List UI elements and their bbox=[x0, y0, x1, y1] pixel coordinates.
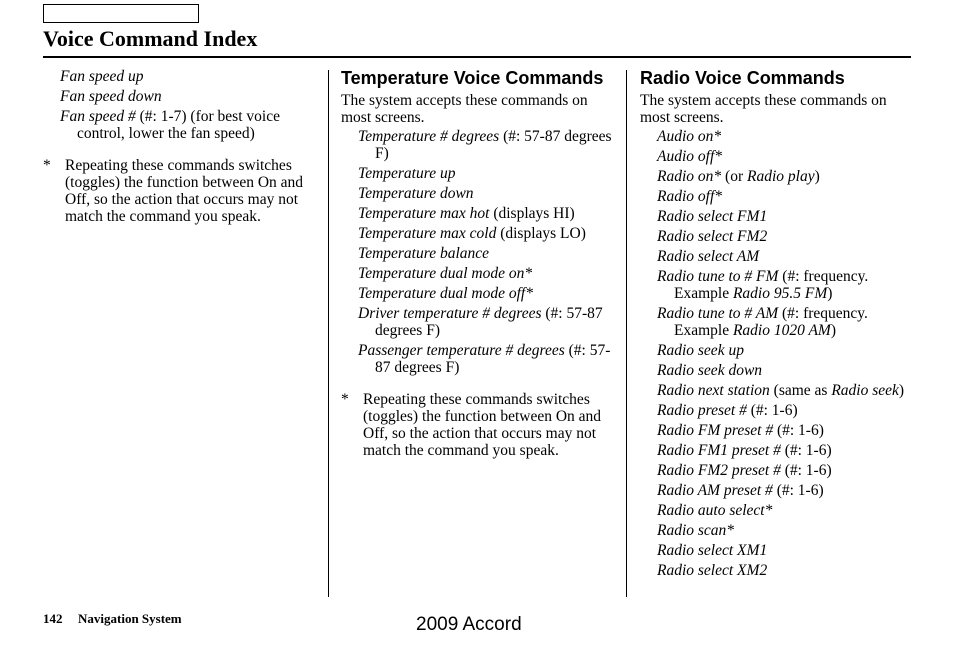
command-phrase: Radio on* bbox=[657, 168, 722, 185]
command-phrase: Radio select AM bbox=[657, 248, 760, 265]
note-asterisk: * bbox=[341, 391, 349, 408]
command-phrase: Driver temperature # degrees bbox=[358, 305, 542, 322]
command-phrase: Radio select XM2 bbox=[657, 562, 768, 579]
command-phrase: Audio off* bbox=[657, 148, 723, 165]
command-phrase: Audio on* bbox=[657, 128, 722, 145]
command-item bbox=[640, 268, 912, 302]
title-divider bbox=[43, 56, 911, 58]
command-item bbox=[640, 342, 912, 359]
command-item bbox=[640, 208, 912, 225]
command-phrase: Radio 1020 AM bbox=[732, 322, 831, 339]
temperature-section-title: Temperature Voice Commands bbox=[341, 68, 604, 88]
command-detail: ) bbox=[814, 168, 820, 185]
toggle-note bbox=[43, 157, 315, 225]
command-phrase: Temperature # degrees bbox=[358, 128, 500, 145]
command-item bbox=[640, 228, 912, 245]
command-phrase: Radio FM preset # bbox=[657, 422, 774, 439]
command-item bbox=[640, 442, 912, 459]
fan-command-list bbox=[43, 68, 315, 142]
command-detail: (#: 1-6) bbox=[772, 482, 824, 499]
note-text: Repeating these commands switches (toggles) the function between On and Off, so the action that occurs may not match the command you speak. bbox=[363, 391, 602, 459]
column-1 bbox=[43, 68, 315, 225]
command-item bbox=[43, 88, 315, 105]
command-detail: ) bbox=[830, 322, 837, 339]
command-item bbox=[640, 188, 912, 205]
column-divider bbox=[626, 70, 627, 597]
command-phrase: Temperature max cold bbox=[358, 225, 497, 242]
command-phrase: Radio auto select* bbox=[657, 502, 773, 519]
command-phrase: Temperature balance bbox=[358, 245, 490, 262]
command-item bbox=[640, 362, 912, 379]
command-item bbox=[640, 402, 912, 419]
command-phrase: Radio FM2 preset # bbox=[657, 462, 781, 479]
radio-section-title: Radio Voice Commands bbox=[640, 68, 845, 88]
command-phrase: Radio next station bbox=[657, 382, 770, 399]
command-phrase: Radio seek up bbox=[657, 342, 744, 359]
command-item bbox=[640, 542, 912, 559]
command-phrase: Radio seek down bbox=[657, 362, 763, 379]
toggle-note bbox=[341, 391, 613, 459]
command-phrase: Radio select FM1 bbox=[657, 208, 768, 225]
command-item bbox=[640, 502, 912, 519]
command-phrase: Fan speed up bbox=[60, 68, 144, 85]
command-detail: ) bbox=[898, 382, 905, 399]
command-phrase: Radio seek bbox=[831, 382, 899, 399]
command-item bbox=[341, 185, 613, 202]
command-phrase: Fan speed # bbox=[60, 108, 136, 125]
command-detail: (or bbox=[721, 168, 747, 185]
command-item bbox=[341, 205, 613, 222]
radio-intro: The system accepts these commands on most screens. bbox=[640, 92, 887, 126]
column-3 bbox=[640, 68, 912, 582]
command-item bbox=[640, 305, 912, 339]
command-item bbox=[640, 128, 912, 145]
note-text: Repeating these commands switches (toggles) the function between On and Off, so the action that occurs may not match the command you speak. bbox=[65, 157, 304, 225]
command-item bbox=[43, 108, 315, 142]
command-item bbox=[341, 285, 613, 302]
command-phrase: Radio tune to # AM bbox=[657, 305, 779, 322]
command-phrase: Radio preset # bbox=[657, 402, 747, 419]
command-detail: (#: 57-87 degrees F) bbox=[375, 128, 612, 162]
command-item bbox=[341, 128, 613, 162]
command-phrase: Radio scan* bbox=[657, 522, 735, 539]
command-item bbox=[640, 148, 912, 165]
command-phrase: Radio AM preset # bbox=[657, 482, 773, 499]
radio-command-list bbox=[640, 128, 912, 579]
command-phrase: Radio FM1 preset # bbox=[657, 442, 781, 459]
command-detail: (#: 1-6) bbox=[746, 402, 798, 419]
command-item bbox=[341, 305, 613, 339]
command-item bbox=[640, 482, 912, 499]
footer-model-name: 2009 Accord bbox=[416, 614, 522, 635]
page-number: 142 bbox=[43, 611, 63, 626]
note-asterisk: * bbox=[43, 157, 51, 174]
command-phrase: Radio play bbox=[746, 168, 815, 185]
command-phrase: Fan speed down bbox=[60, 88, 162, 105]
column-divider bbox=[328, 70, 329, 597]
command-item bbox=[640, 562, 912, 579]
command-detail: (#: 1-6) bbox=[780, 442, 832, 459]
command-phrase: Radio select FM2 bbox=[657, 228, 768, 245]
command-item bbox=[341, 225, 613, 242]
footer-section-name: Navigation System bbox=[78, 611, 182, 626]
command-item bbox=[640, 248, 912, 265]
command-phrase: Radio 95.5 FM bbox=[732, 285, 828, 302]
temperature-intro: The system accepts these commands on most screens. bbox=[341, 92, 588, 126]
command-detail: (same as bbox=[769, 382, 832, 399]
command-phrase: Temperature down bbox=[358, 185, 474, 202]
command-detail: (displays LO) bbox=[496, 225, 586, 242]
page-title: Voice Command Index bbox=[43, 26, 258, 51]
command-phrase: Radio tune to # FM bbox=[657, 268, 779, 285]
command-phrase: Passenger temperature # degrees bbox=[358, 342, 565, 359]
command-detail: (#: 1-6) bbox=[773, 422, 824, 439]
command-item bbox=[43, 68, 315, 85]
header-box bbox=[43, 4, 199, 23]
command-detail: (displays HI) bbox=[489, 205, 575, 222]
command-detail: (#: frequency. Example bbox=[674, 305, 868, 339]
command-item bbox=[341, 342, 613, 376]
command-item bbox=[640, 382, 912, 399]
command-phrase: Radio off* bbox=[657, 188, 723, 205]
command-item bbox=[640, 422, 912, 439]
command-item bbox=[341, 265, 613, 282]
command-item bbox=[341, 165, 613, 182]
command-phrase: Temperature max hot bbox=[358, 205, 490, 222]
command-item bbox=[640, 522, 912, 539]
command-item bbox=[640, 462, 912, 479]
command-detail: ) bbox=[827, 285, 833, 302]
command-item bbox=[640, 168, 912, 185]
command-detail: (#: 57-87 degrees F) bbox=[375, 342, 611, 376]
command-detail: (#: 1-7) (for best voice control, lower the fan speed) bbox=[77, 108, 280, 142]
command-detail: (#: 57-87 degrees F) bbox=[375, 305, 603, 339]
temperature-command-list bbox=[341, 128, 613, 376]
command-phrase: Temperature dual mode off* bbox=[358, 285, 533, 302]
command-detail: (#: frequency. Example bbox=[674, 268, 869, 302]
command-phrase: Radio select XM1 bbox=[657, 542, 768, 559]
column-2 bbox=[341, 68, 613, 459]
command-detail: (#: 1-6) bbox=[780, 462, 832, 479]
command-phrase: Temperature up bbox=[358, 165, 456, 182]
command-item bbox=[341, 245, 613, 262]
command-phrase: Temperature dual mode on* bbox=[358, 265, 533, 282]
